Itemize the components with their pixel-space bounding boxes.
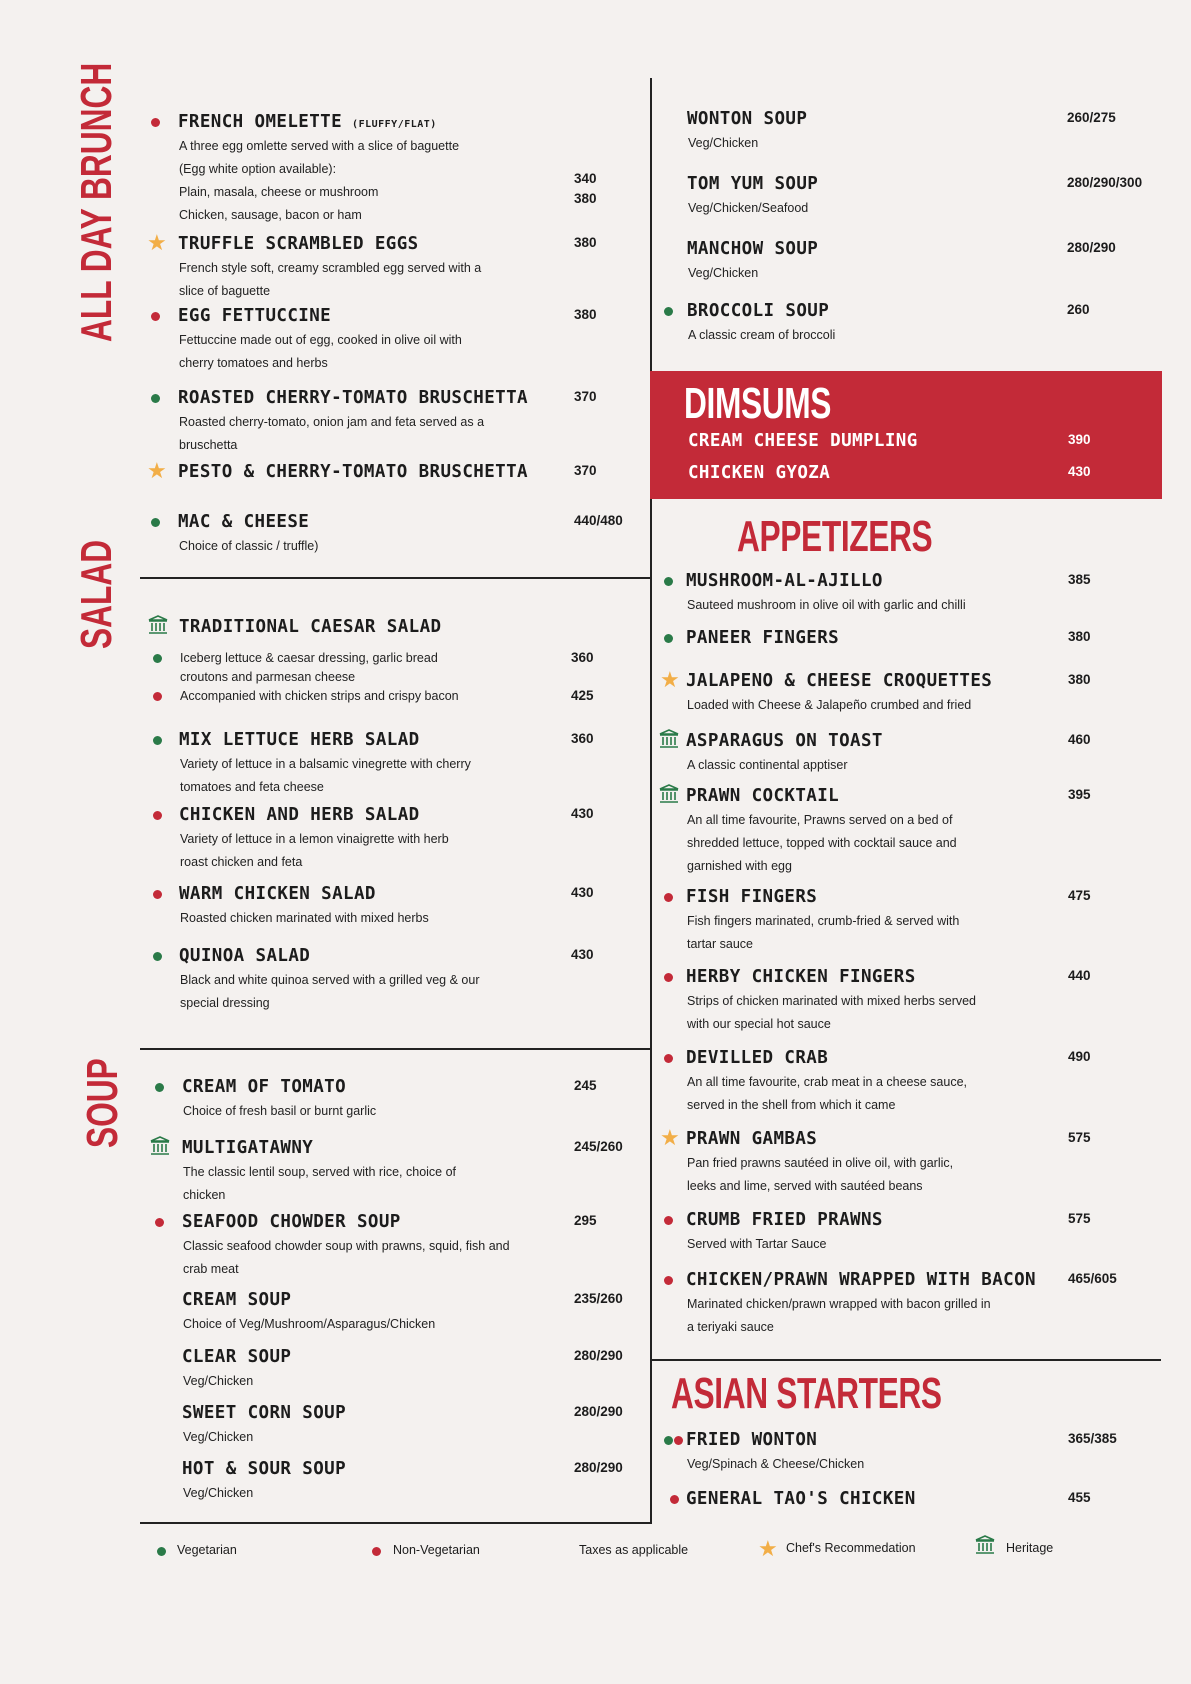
menu-item-price: 365/385 bbox=[1068, 1431, 1117, 1446]
menu-item-name: CHICKEN AND HERB SALAD bbox=[179, 805, 420, 825]
menu-item-name: EGG FETTUCCINE bbox=[178, 306, 332, 326]
non-vegetarian-dot-icon bbox=[153, 692, 162, 701]
non-vegetarian-dot-icon bbox=[664, 1276, 673, 1285]
vegetarian-dot-icon bbox=[664, 577, 673, 586]
menu-item-name: FISH FINGERS bbox=[686, 887, 818, 907]
menu-item-name: PRAWN COCKTAIL bbox=[686, 786, 840, 806]
menu-item-price: 245/260 bbox=[574, 1139, 623, 1154]
menu-item-price: 460 bbox=[1068, 732, 1091, 747]
menu-item-description: chicken bbox=[183, 1188, 226, 1202]
menu-item-name: MUSHROOM-AL-AJILLO bbox=[686, 571, 883, 591]
center-divider bbox=[650, 78, 652, 1524]
menu-item-price: 280/290 bbox=[1067, 240, 1116, 255]
menu-item-name: GENERAL TAO'S CHICKEN bbox=[686, 1489, 916, 1509]
menu-item-price: 280/290 bbox=[574, 1348, 623, 1363]
menu-item-description: Veg/Chicken bbox=[183, 1374, 254, 1388]
menu-item-name: PANEER FINGERS bbox=[686, 628, 840, 648]
menu-item-description: Strips of chicken marinated with mixed herbs served bbox=[687, 994, 977, 1008]
menu-item-price: 490 bbox=[1068, 1049, 1091, 1064]
menu-item-price: 280/290 bbox=[574, 1404, 623, 1419]
non-vegetarian-dot-icon bbox=[664, 893, 673, 902]
menu-item-description: Plain, masala, cheese or mushroom bbox=[179, 185, 379, 199]
menu-item-price: 340 bbox=[574, 171, 597, 186]
menu-item-description: bruschetta bbox=[179, 438, 238, 452]
menu-item-name: TOM YUM SOUP bbox=[687, 174, 819, 194]
menu-item-name: FRENCH OMELETTE (FLUFFY/FLAT) bbox=[178, 112, 437, 132]
menu-item-price: 370 bbox=[574, 463, 597, 478]
menu-item-price: 395 bbox=[1068, 787, 1091, 802]
menu-item-name: CREAM SOUP bbox=[182, 1290, 292, 1310]
menu-item-description: Chicken, sausage, bacon or ham bbox=[179, 208, 362, 222]
menu-item-price: 430 bbox=[571, 947, 594, 962]
menu-item-description: croutons and parmesan cheese bbox=[180, 670, 356, 684]
menu-item-description: Roasted chicken marinated with mixed herbs bbox=[180, 911, 429, 925]
star-icon: ★ bbox=[660, 1126, 680, 1151]
menu-item-description: Classic seafood chowder soup with prawns, squid, fish and bbox=[183, 1239, 510, 1253]
section-label-salad: SALAD bbox=[72, 539, 121, 649]
legend-taxes: Taxes as applicable bbox=[579, 1543, 689, 1557]
menu-item-price: 425 bbox=[571, 688, 594, 703]
menu-item-price: 295 bbox=[574, 1213, 597, 1228]
menu-item-description: roast chicken and feta bbox=[180, 855, 303, 869]
menu-item-price: 430 bbox=[571, 885, 594, 900]
section-label-brunch: ALL DAY BRUNCH bbox=[72, 62, 121, 342]
menu-item-description: Iceberg lettuce & caesar dressing, garlic bread bbox=[180, 651, 438, 665]
menu-item-price: 440/480 bbox=[574, 513, 623, 528]
menu-item-price: 380 bbox=[574, 235, 597, 250]
menu-item-description: Sauteed mushroom in olive oil with garlic and chilli bbox=[687, 598, 966, 612]
menu-item-description: Variety of lettuce in a lemon vinaigrette with herb bbox=[180, 832, 449, 846]
menu-item-name: CHICKEN/PRAWN WRAPPED WITH BACON bbox=[686, 1270, 1036, 1290]
legend-chef-recommendation: Chef's Recommedation bbox=[786, 1541, 916, 1555]
menu-item-price: 465/605 bbox=[1068, 1271, 1117, 1286]
legend-non-vegetarian: Non-Vegetarian bbox=[393, 1543, 480, 1557]
menu-item-note: (FLUFFY/FLAT) bbox=[352, 119, 437, 130]
menu-item-name: MANCHOW SOUP bbox=[687, 239, 819, 259]
non-vegetarian-dot-icon bbox=[151, 118, 160, 127]
menu-item-name: JALAPENO & CHEESE CROQUETTES bbox=[686, 671, 993, 691]
brunch-bottom-rule bbox=[140, 577, 651, 579]
star-icon: ★ bbox=[147, 459, 167, 484]
menu-item-description: Marinated chicken/prawn wrapped with bacon grilled in bbox=[687, 1297, 991, 1311]
non-vegetarian-dot-icon bbox=[151, 312, 160, 321]
menu-item-description: crab meat bbox=[183, 1262, 239, 1276]
menu-item-price: 380 bbox=[1068, 629, 1091, 644]
heritage-building-icon bbox=[659, 729, 679, 749]
menu-item-description: Black and white quinoa served with a grilled veg & our bbox=[180, 973, 480, 987]
menu-item-name: ASPARAGUS ON TOAST bbox=[686, 731, 883, 751]
non-vegetarian-dot-icon bbox=[664, 1216, 673, 1225]
non-vegetarian-dot-icon bbox=[664, 1054, 673, 1063]
menu-item-name: FRIED WONTON bbox=[686, 1430, 818, 1450]
heritage-building-icon bbox=[975, 1535, 995, 1555]
menu-item-name: TRADITIONAL CAESAR SALAD bbox=[179, 617, 442, 637]
menu-item-description: Veg/Chicken bbox=[688, 266, 759, 280]
menu-item-name: SWEET CORN SOUP bbox=[182, 1403, 347, 1423]
menu-item-description: Veg/Spinach & Cheese/Chicken bbox=[687, 1457, 865, 1471]
menu-item-price: 385 bbox=[1068, 572, 1091, 587]
vegetarian-dot-icon bbox=[664, 1436, 673, 1445]
menu-item-price: 260 bbox=[1067, 302, 1090, 317]
menu-item-price: 380 bbox=[574, 191, 597, 206]
appetizers-bottom-rule bbox=[651, 1359, 1161, 1361]
menu-item-description: leeks and lime, served with sautéed beans bbox=[687, 1179, 923, 1193]
vegetarian-dot-icon bbox=[153, 736, 162, 745]
menu-item-description: Pan fried prawns sautéed in olive oil, with garlic, bbox=[687, 1156, 954, 1170]
menu-item-description: (Egg white option available): bbox=[179, 162, 337, 176]
menu-item-price: 370 bbox=[574, 389, 597, 404]
non-vegetarian-dot-icon bbox=[153, 890, 162, 899]
star-icon: ★ bbox=[147, 231, 167, 256]
menu-item-description: Fettuccine made out of egg, cooked in olive oil with bbox=[179, 333, 462, 347]
menu-item-description: A three egg omlette served with a slice of baguette bbox=[179, 139, 460, 153]
dimsum-name: CHICKEN GYOZA bbox=[688, 463, 831, 483]
menu-item-description: special dressing bbox=[180, 996, 270, 1010]
vegetarian-dot-icon bbox=[157, 1547, 166, 1556]
menu-item-name: WARM CHICKEN SALAD bbox=[179, 884, 376, 904]
menu-item-description: shredded lettuce, topped with cocktail sauce and bbox=[687, 836, 957, 850]
appetizers-heading: APPETIZERS bbox=[737, 512, 933, 561]
vegetarian-dot-icon bbox=[664, 634, 673, 643]
vegetarian-dot-icon bbox=[151, 394, 160, 403]
menu-item-price: 430 bbox=[571, 806, 594, 821]
menu-item-name: CREAM OF TOMATO bbox=[182, 1077, 347, 1097]
heritage-building-icon bbox=[148, 615, 168, 635]
menu-item-description: An all time favourite, Prawns served on a bed of bbox=[687, 813, 953, 827]
menu-item-description: Fish fingers marinated, crumb-fried & served with bbox=[687, 914, 960, 928]
menu-item-description: garnished with egg bbox=[687, 859, 792, 873]
menu-item-name: BROCCOLI SOUP bbox=[687, 301, 830, 321]
menu-item-price: 235/260 bbox=[574, 1291, 623, 1306]
dimsum-price: 430 bbox=[1068, 464, 1091, 479]
menu-item-description: Accompanied with chicken strips and crispy bacon bbox=[180, 689, 459, 703]
vegetarian-dot-icon bbox=[151, 518, 160, 527]
non-vegetarian-dot-icon bbox=[670, 1495, 679, 1504]
menu-item-name: MULTIGATAWNY bbox=[182, 1138, 314, 1158]
menu-item-description: Roasted cherry-tomato, onion jam and feta served as a bbox=[179, 415, 485, 429]
soup-bottom-rule bbox=[140, 1522, 651, 1524]
menu-item-description: Served with Tartar Sauce bbox=[687, 1237, 827, 1251]
menu-item-price: 575 bbox=[1068, 1211, 1091, 1226]
menu-item-name: QUINOA SALAD bbox=[179, 946, 311, 966]
non-vegetarian-dot-icon bbox=[372, 1547, 381, 1556]
menu-item-description: An all time favourite, crab meat in a cheese sauce, bbox=[687, 1075, 968, 1089]
menu-item-name: MIX LETTUCE HERB SALAD bbox=[179, 730, 420, 750]
menu-item-price: 280/290 bbox=[574, 1460, 623, 1475]
menu-item-name: WONTON SOUP bbox=[687, 109, 808, 129]
menu-item-name: TRUFFLE SCRAMBLED EGGS bbox=[178, 234, 419, 254]
vegetarian-dot-icon bbox=[155, 1083, 164, 1092]
menu-item-description: Variety of lettuce in a balsamic vinegrette with cherry bbox=[180, 757, 471, 771]
menu-item-price: 260/275 bbox=[1067, 110, 1116, 125]
menu-item-description: Veg/Chicken bbox=[183, 1430, 254, 1444]
menu-item-description: tomatoes and feta cheese bbox=[180, 780, 324, 794]
menu-item-price: 380 bbox=[574, 307, 597, 322]
menu-item-description: A classic continental apptiser bbox=[687, 758, 848, 772]
menu-item-name: ROASTED CHERRY-TOMATO BRUSCHETTA bbox=[178, 388, 528, 408]
dimsum-name: CREAM CHEESE DUMPLING bbox=[688, 431, 918, 451]
heritage-building-icon bbox=[150, 1136, 170, 1156]
heritage-building-icon bbox=[659, 784, 679, 804]
menu-item-description: Loaded with Cheese & Jalapeño crumbed and fried bbox=[687, 698, 972, 712]
menu-item-price: 360 bbox=[571, 650, 594, 665]
salad-bottom-rule bbox=[140, 1048, 651, 1050]
menu-item-description: The classic lentil soup, served with rice, choice of bbox=[183, 1165, 457, 1179]
menu-item-description: Veg/Chicken bbox=[688, 136, 759, 150]
menu-item-description: French style soft, creamy scrambled egg served with a bbox=[179, 261, 482, 275]
menu-item-description: with our special hot sauce bbox=[687, 1017, 831, 1031]
menu-item-price: 380 bbox=[1068, 672, 1091, 687]
menu-item-description: tartar sauce bbox=[687, 937, 754, 951]
menu-item-description: Choice of Veg/Mushroom/Asparagus/Chicken bbox=[183, 1317, 436, 1331]
non-vegetarian-dot-icon bbox=[674, 1436, 683, 1445]
menu-item-name: DEVILLED CRAB bbox=[686, 1048, 829, 1068]
menu-item-price: 440 bbox=[1068, 968, 1091, 983]
menu-item-price: 575 bbox=[1068, 1130, 1091, 1145]
legend-heritage: Heritage bbox=[1006, 1541, 1054, 1555]
menu-item-price: 455 bbox=[1068, 1490, 1091, 1505]
star-icon: ★ bbox=[660, 668, 680, 693]
non-vegetarian-dot-icon bbox=[664, 973, 673, 982]
menu-item-name: HOT & SOUR SOUP bbox=[182, 1459, 347, 1479]
menu-item-description: Choice of classic / truffle) bbox=[179, 539, 319, 553]
menu-item-description: slice of baguette bbox=[179, 284, 271, 298]
section-label-soup: SOUP bbox=[78, 1058, 127, 1148]
menu-item-name: PRAWN GAMBAS bbox=[686, 1129, 818, 1149]
dimsums-panel bbox=[650, 371, 1162, 499]
menu-item-price: 360 bbox=[571, 731, 594, 746]
vegetarian-dot-icon bbox=[153, 654, 162, 663]
menu-item-description: Veg/Chicken bbox=[183, 1486, 254, 1500]
menu-item-name: HERBY CHICKEN FINGERS bbox=[686, 967, 916, 987]
menu-item-name: CLEAR SOUP bbox=[182, 1347, 292, 1367]
menu-item-description: Choice of fresh basil or burnt garlic bbox=[183, 1104, 377, 1118]
menu-item-name: PESTO & CHERRY-TOMATO BRUSCHETTA bbox=[178, 462, 528, 482]
menu-item-name: MAC & CHEESE bbox=[178, 512, 310, 532]
menu-item-price: 475 bbox=[1068, 888, 1091, 903]
dimsums-heading: DIMSUMS bbox=[684, 379, 832, 428]
menu-item-name: SEAFOOD CHOWDER SOUP bbox=[182, 1212, 401, 1232]
vegetarian-dot-icon bbox=[664, 307, 673, 316]
menu-item-description: A classic cream of broccoli bbox=[688, 328, 836, 342]
non-vegetarian-dot-icon bbox=[155, 1218, 164, 1227]
legend-vegetarian: Vegetarian bbox=[177, 1543, 237, 1557]
menu-item-price: 245 bbox=[574, 1078, 597, 1093]
menu-item-description: Veg/Chicken/Seafood bbox=[688, 201, 809, 215]
menu-item-description: served in the shell from which it came bbox=[687, 1098, 896, 1112]
vegetarian-dot-icon bbox=[153, 952, 162, 961]
menu-item-description: a teriyaki sauce bbox=[687, 1320, 774, 1334]
menu-item-description: cherry tomatoes and herbs bbox=[179, 356, 328, 370]
star-icon: ★ bbox=[758, 1537, 778, 1562]
non-vegetarian-dot-icon bbox=[153, 811, 162, 820]
menu-item-name: CRUMB FRIED PRAWNS bbox=[686, 1210, 883, 1230]
dimsum-price: 390 bbox=[1068, 432, 1091, 447]
asian-starters-heading: ASIAN STARTERS bbox=[671, 1369, 942, 1418]
menu-item-price: 280/290/300 bbox=[1067, 175, 1143, 190]
